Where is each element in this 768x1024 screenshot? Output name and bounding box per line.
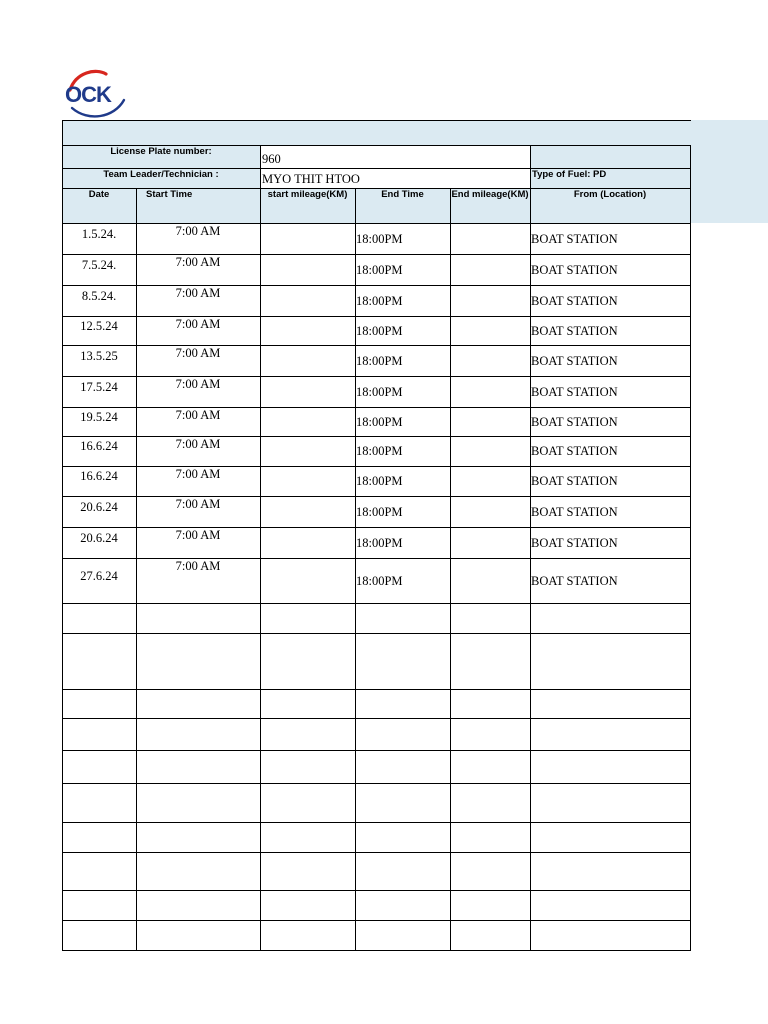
cell-start-mileage: [260, 408, 355, 436]
cell-end-time: [355, 751, 450, 783]
grid-line: [62, 316, 691, 317]
cell-start-time: [136, 634, 260, 689]
cell-end-mileage: [450, 690, 530, 718]
grid-line: [62, 783, 691, 784]
cell-end-mileage: [450, 719, 530, 750]
grid-line: [62, 120, 691, 121]
cell-start-time: [136, 921, 260, 950]
column-header-from-location: From (Location): [573, 189, 647, 200]
cell-date: 12.5.24: [80, 319, 118, 333]
cell-date: 16.6.24: [80, 469, 118, 483]
grid-line: [62, 558, 691, 559]
cell-date: 8.5.24.: [81, 289, 117, 303]
cell-end-time: [355, 784, 450, 822]
cell-end-mileage: [450, 751, 530, 783]
cell-end-mileage: [450, 497, 530, 527]
grid-line: [62, 254, 691, 255]
cell-end-time: [355, 634, 450, 689]
column-header-start-time: Start Time: [146, 189, 193, 200]
cell-start-mileage: [260, 467, 355, 496]
cell-from-location: BOAT STATION: [531, 444, 618, 458]
cell-start-time: 7:00 AM: [175, 467, 221, 481]
license-plate-label: License Plate number:: [110, 146, 212, 157]
grid-line: [62, 603, 691, 604]
grid-line: [530, 145, 531, 188]
grid-line: [62, 750, 691, 751]
cell-from-location: BOAT STATION: [531, 263, 618, 277]
cell-from-location: BOAT STATION: [531, 324, 618, 338]
cell-date: [62, 823, 136, 852]
cell-date: 20.6.24: [80, 531, 118, 545]
cell-end-mileage: [450, 377, 530, 407]
cell-start-time: [136, 690, 260, 718]
cell-start-mileage: [260, 634, 355, 689]
cell-start-mileage: [260, 437, 355, 466]
cell-start-time: [136, 784, 260, 822]
grid-line: [62, 633, 691, 634]
cell-end-mileage: [450, 317, 530, 345]
cell-start-mileage: [260, 690, 355, 718]
cell-start-mileage: [260, 497, 355, 527]
cell-end-time: 18:00PM: [356, 415, 403, 429]
cell-end-mileage: [450, 784, 530, 822]
license-plate-value: 960: [262, 152, 281, 166]
grid-line: [62, 285, 691, 286]
cell-end-time: [355, 891, 450, 920]
cell-end-time: [355, 921, 450, 950]
cell-date: 17.5.24: [80, 380, 118, 394]
cell-from-location: [530, 784, 690, 822]
cell-start-time: 7:00 AM: [175, 437, 221, 451]
cell-end-time: 18:00PM: [356, 263, 403, 277]
column-header-start-mileage: start mileage(KM): [267, 189, 348, 200]
cell-from-location: BOAT STATION: [531, 354, 618, 368]
cell-end-mileage: [450, 528, 530, 558]
cell-start-mileage: [260, 784, 355, 822]
cell-start-time: 7:00 AM: [175, 497, 221, 511]
cell-end-time: 18:00PM: [356, 474, 403, 488]
cell-from-location: [530, 891, 690, 920]
cell-start-mileage: [260, 346, 355, 376]
cell-from-location: BOAT STATION: [531, 505, 618, 519]
cell-end-mileage: [450, 437, 530, 466]
grid-line: [62, 852, 691, 853]
cell-end-mileage: [450, 408, 530, 436]
cell-start-time: 7:00 AM: [175, 377, 221, 391]
cell-start-time: [136, 823, 260, 852]
cell-from-location: BOAT STATION: [531, 294, 618, 308]
cell-from-location: BOAT STATION: [531, 474, 618, 488]
cell-from-location: [530, 921, 690, 950]
cell-start-time: 7:00 AM: [175, 255, 221, 269]
cell-from-location: [530, 751, 690, 783]
grid-line: [62, 223, 691, 224]
cell-end-mileage: [450, 255, 530, 285]
cell-end-mileage: [450, 346, 530, 376]
grid-line: [260, 188, 261, 951]
cell-start-mileage: [260, 891, 355, 920]
grid-line: [62, 345, 691, 346]
cell-date: [62, 719, 136, 750]
cell-date: 7.5.24.: [81, 258, 117, 272]
cell-start-time: [136, 604, 260, 633]
grid-line: [62, 407, 691, 408]
grid-line: [530, 188, 531, 951]
grid-line: [62, 120, 63, 951]
cell-date: 13.5.25: [80, 349, 118, 363]
cell-start-time: [136, 853, 260, 890]
cell-end-time: 18:00PM: [356, 536, 403, 550]
cell-date: [62, 751, 136, 783]
cell-end-time: 18:00PM: [356, 385, 403, 399]
grid-line: [62, 466, 691, 467]
cell-date: 27.6.24: [80, 569, 118, 583]
cell-end-time: [355, 823, 450, 852]
cell-start-mileage: [260, 559, 355, 603]
cell-start-mileage: [260, 255, 355, 285]
cell-start-time: [136, 751, 260, 783]
cell-date: [62, 604, 136, 633]
cell-start-time: 7:00 AM: [175, 317, 221, 331]
cell-date: [62, 690, 136, 718]
grid-line: [62, 188, 691, 189]
cell-start-time: 7:00 AM: [175, 286, 221, 300]
grid-line: [136, 188, 137, 951]
cell-end-mileage: [450, 467, 530, 496]
cell-end-time: 18:00PM: [356, 232, 403, 246]
cell-date: 1.5.24.: [81, 227, 117, 241]
cell-start-mileage: [260, 823, 355, 852]
grid-line: [62, 145, 691, 146]
grid-line: [62, 822, 691, 823]
grid-line: [62, 168, 691, 169]
cell-end-mileage: [450, 634, 530, 689]
cell-end-time: [355, 853, 450, 890]
team-leader-label: Team Leader/Technician :: [103, 169, 219, 180]
grid-line: [450, 188, 451, 951]
fuel-type-label: Type of Fuel: PD: [532, 169, 607, 180]
cell-from-location: BOAT STATION: [531, 385, 618, 399]
cell-from-location: BOAT STATION: [531, 415, 618, 429]
cell-date: [62, 921, 136, 950]
cell-date: [62, 784, 136, 822]
cell-start-mileage: [260, 921, 355, 950]
grid-line: [62, 527, 691, 528]
cell-end-mileage: [450, 853, 530, 890]
cell-end-time: 18:00PM: [356, 294, 403, 308]
cell-start-mileage: [260, 751, 355, 783]
cell-from-location: [530, 853, 690, 890]
cell-from-location: [530, 690, 690, 718]
cell-end-time: 18:00PM: [356, 505, 403, 519]
cell-from-location: [530, 634, 690, 689]
cell-start-time: [136, 719, 260, 750]
column-header-end-time: End Time: [381, 189, 424, 200]
cell-date: 19.5.24: [80, 410, 118, 424]
cell-end-mileage: [450, 224, 530, 254]
cell-from-location: BOAT STATION: [531, 536, 618, 550]
column-header-end-mileage: End mileage(KM): [451, 189, 529, 200]
cell-from-location: [530, 823, 690, 852]
cell-start-time: 7:00 AM: [175, 408, 221, 422]
cell-end-mileage: [450, 921, 530, 950]
grid-line: [62, 890, 691, 891]
cell-start-time: 7:00 AM: [175, 528, 221, 542]
grid-line: [690, 145, 691, 951]
cell-from-location: [530, 604, 690, 633]
cell-date: 16.6.24: [80, 439, 118, 453]
cell-start-mileage: [260, 719, 355, 750]
cell-end-time: 18:00PM: [356, 324, 403, 338]
cell-from-location: BOAT STATION: [531, 232, 618, 246]
grid-line: [62, 920, 691, 921]
cell-end-time: 18:00PM: [356, 574, 403, 588]
cell-start-time: 7:00 AM: [175, 224, 221, 238]
team-leader-value: MYO THIT HTOO: [262, 172, 360, 186]
cell-start-mileage: [260, 224, 355, 254]
cell-end-mileage: [450, 604, 530, 633]
cell-end-mileage: [450, 891, 530, 920]
cell-start-mileage: [260, 377, 355, 407]
cell-from-location: [530, 719, 690, 750]
cell-date: [62, 891, 136, 920]
cell-date: 20.6.24: [80, 500, 118, 514]
cell-start-time: 7:00 AM: [175, 559, 221, 573]
grid-line: [62, 496, 691, 497]
grid-line: [62, 689, 691, 690]
cell-start-mileage: [260, 286, 355, 316]
grid-line: [62, 436, 691, 437]
cell-end-time: [355, 719, 450, 750]
cell-end-time: 18:00PM: [356, 444, 403, 458]
logo-text: OCK: [65, 82, 111, 107]
cell-start-time: 7:00 AM: [175, 346, 221, 360]
column-header-date: Date: [88, 189, 110, 200]
grid-line: [355, 188, 356, 951]
cell-date: [62, 634, 136, 689]
grid-line: [62, 718, 691, 719]
cell-end-mileage: [450, 286, 530, 316]
grid-line: [62, 950, 691, 951]
cell-end-mileage: [450, 823, 530, 852]
cell-end-time: [355, 604, 450, 633]
cell-from-location: BOAT STATION: [531, 574, 618, 588]
cell-start-mileage: [260, 853, 355, 890]
cell-end-time: 18:00PM: [356, 354, 403, 368]
cell-start-mileage: [260, 604, 355, 633]
cell-start-mileage: [260, 528, 355, 558]
cell-end-mileage: [450, 559, 530, 603]
cell-start-time: [136, 891, 260, 920]
cell-end-time: [355, 690, 450, 718]
cell-date: [62, 853, 136, 890]
grid-line: [260, 145, 261, 188]
grid-line: [62, 376, 691, 377]
cell-start-mileage: [260, 317, 355, 345]
